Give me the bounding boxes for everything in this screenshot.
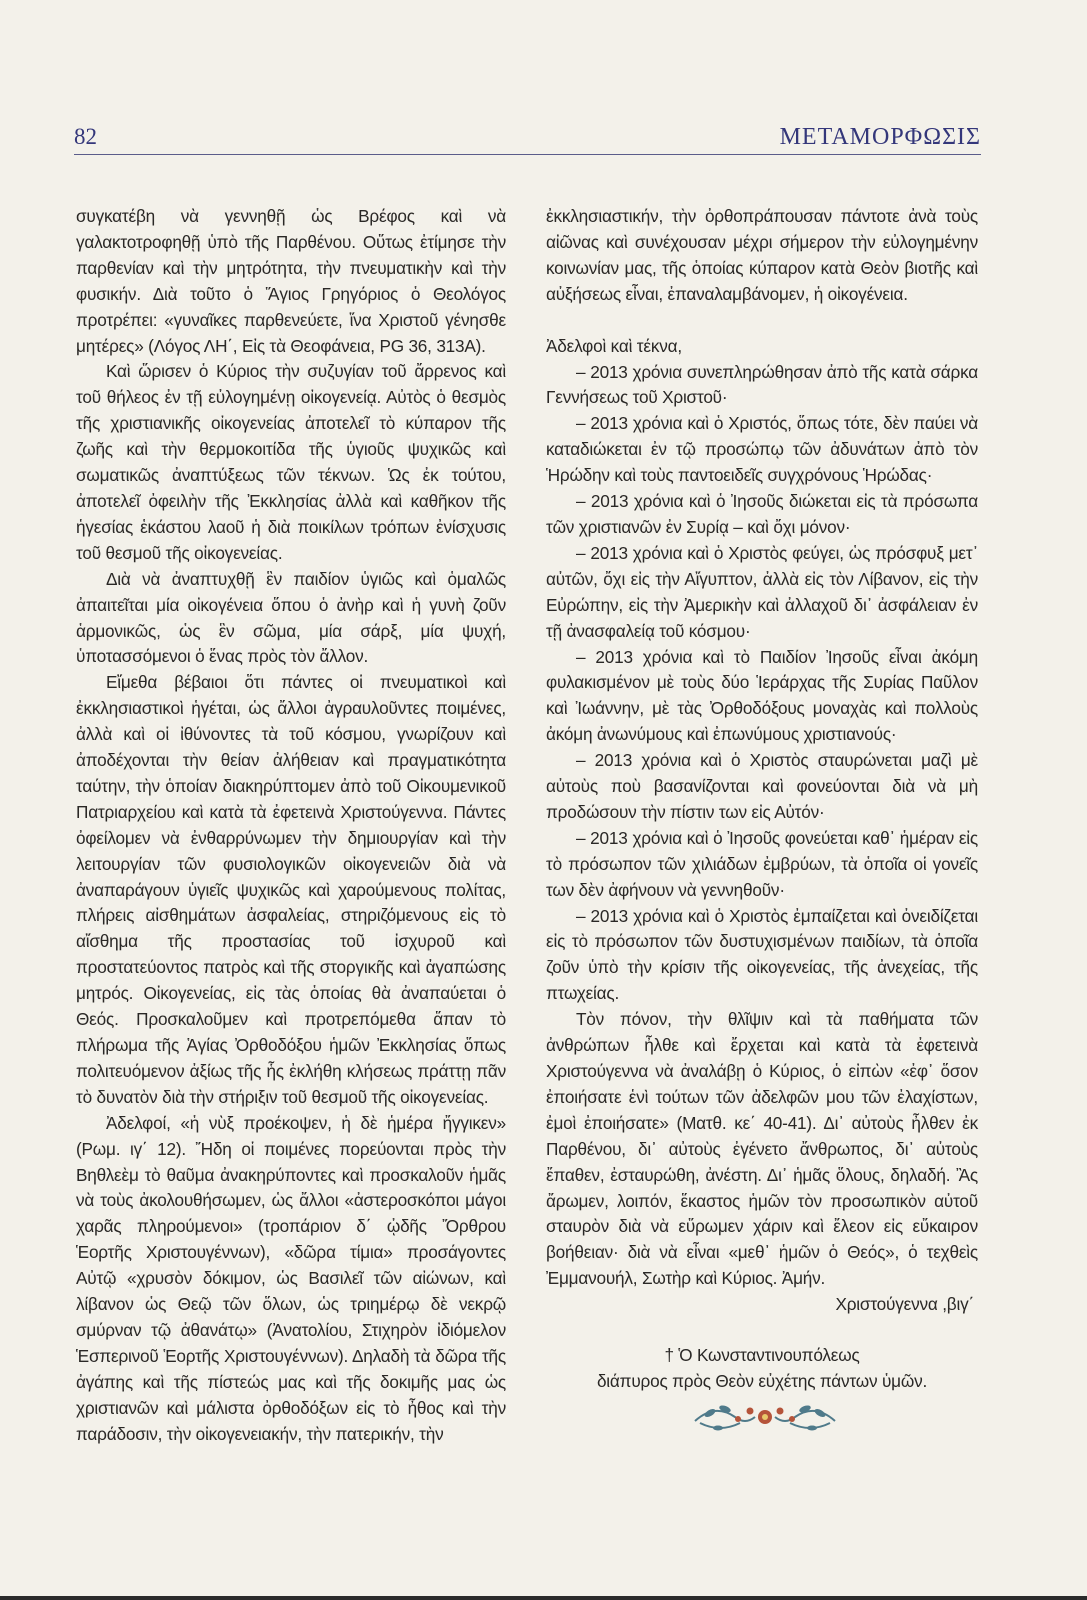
header-rule <box>74 154 981 155</box>
page-number: 82 <box>74 124 97 149</box>
paragraph: Εἴμεθα βέβαιοι ὅτι πάντες οἱ πνευματικοὶ καὶ ἐκκλησιαστικοὶ ἡγέται, ὡς ἄλλοι ἀγραυλοῦντες ποιμένες, ἀλλὰ καὶ οἱ ἰθύνοντες τὰ τοῦ κόσμου, γνωρίζουν καὶ ἀποδέχονται τὴν θείαν ἀλήθειαν καὶ πραγματικότητα ταύτην, τὴν ὁποίαν διακηρύπτομεν ἀπὸ τοῦ Οἰκουμενικοῦ Πατριαρχείου καὶ κατὰ τὰ ἐφετεινὰ Χριστούγεννα. Πάντες ὀφείλομεν νὰ ἐνθαρρύνωμεν τὴν δημιουργίαν καὶ τὴν λειτουργίαν τῶν φυσιολογικῶν οἰκογενειῶν διὰ νὰ ἀναπαράγουν ὑγιεῖς ψυχικῶς καὶ χαρούμενους πολίτας, πλήρεις αἰσθημάτων ἀσφαλείας, στηριζόμενους εἰς τὸ αἴσθημα τῆς προστασίας τοῦ ἰσχυροῦ καὶ προστατεύοντος πατρὸς καὶ τῆς στοργικῆς καὶ ἀγαπώσης μητρός. Οἰκογενείας, εἰς τὰς ὁποίας θὰ ἀναπαύεται ὁ Θεός. Προσκαλοῦμεν καὶ προτρεπόμεθα ἅπαν τὸ πλήρωμα τῆς Ἁγίας Ὀρθοδόξου ἡμῶν Ἐκκλησίας ὅπως πολιτευόμενον ἀξίως τῆς ἧς ἐκλήθη κλήσεως πράττῃ πᾶν τὸ δυνατὸν διὰ τὴν στήριξιν τοῦ θεσμοῦ τῆς οἰκογενείας. <box>76 672 506 1107</box>
closing-date: Χριστούγεννα ,βιγ΄ <box>835 1294 974 1315</box>
list-item: – 2013 χρόνια καὶ τὸ Παιδίον Ἰησοῦς εἶναι ἀκόμη φυλακισμένον μὲ τοὺς δύο Ἱεράρχας τῆς Συρίας Παῦλον καὶ Ἰωάννην, μὲ τὰς Ὀρθοδόξους μοναχὰς καὶ πολλοὺς ἀκόμη ἀνωνύμους καὶ ἐπωνύμους χριστιανούς· <box>546 646 978 745</box>
list-item: – 2013 χρόνια συνεπληρώθησαν ἀπὸ τῆς κατὰ σάρκα Γεννήσεως τοῦ Χριστοῦ· <box>546 361 978 408</box>
running-title: ΜΕΤΑΜΟΡΦΩΣΙΣ <box>779 124 981 150</box>
floral-ornament-icon <box>690 1397 840 1437</box>
list-item: – 2013 χρόνια καὶ ὁ Ἰησοῦς φονεύεται καθ᾽ ἡμέραν εἰς τὸ πρόσωπον τῶν χιλιάδων ἐμβρύων, τὰ ὁποῖα οἱ γονεῖς των δὲν ἀφήνουν νὰ γεννηθοῦν· <box>546 827 978 900</box>
paragraph: Διὰ νὰ ἀναπτυχθῇ ἓν παιδίον ὑγιῶς καὶ ὁμαλῶς ἀπαιτεῖται μία οἰκογένεια ὅπου ὁ ἀνὴρ καὶ ἡ γυνὴ ζοῦν ἁρμονικῶς, ὡς ἓν σῶμα, μία σάρξ, μία ψυχή, ὑποτασσόμενοι ὁ ἕνας πρὸς τὸν ἄλλον. <box>76 568 506 667</box>
signature-block <box>546 1343 978 1395</box>
paragraph: Καὶ ὥρισεν ὁ Κύριος τὴν συζυγίαν τοῦ ἄρρενος καὶ τοῦ θήλεος ἐν τῇ εὐλογημένῃ οἰκογενείᾳ. Αὐτὸς ὁ θεσμὸς τῆς χριστιανικῆς οἰκογενείας ἀποτελεῖ τὸ κύπαρον τῆς ζωῆς καὶ τὴν θερμοκοιτίδα τῆς ὑγιοῦς ψυχικῶς καὶ σωματικῶς ἀναπτύξεως τῶν τέκνων. Ὡς ἐκ τούτου, ἀποτελεῖ ὀφειλὴν τῆς Ἐκκλησίας ἀλλὰ καὶ καθῆκον τῆς ἡγεσίας ἑκάστου λαοῦ ἡ διὰ ποικίλων τρόπων ἐνίσχυσις τοῦ θεσμοῦ τῆς οἰκογενείας. <box>76 361 506 563</box>
list-item: – 2013 χρόνια καὶ ὁ Χριστὸς φεύγει, ὡς πρόσφυξ μετ᾽ αὐτῶν, ὄχι εἰς τὴν Αἴγυπτον, ἀλλὰ εἰς τὸν Λίβανον, εἰς τὴν Εὐρώπην, εἰς τὴν Ἀμερικὴν καὶ ἀλλαχοῦ δι᾽ ἀσφάλειαν ἐν τῇ ἀνασφαλείᾳ τοῦ κόσμου· <box>546 542 978 641</box>
left-column <box>76 204 506 1448</box>
paragraph: Ἀδελφοί, «ἡ νὺξ προέκοψεν, ἡ δὲ ἡμέρα ἤγγικεν» (Ρωμ. ιγ΄ 12). Ἤδη οἱ ποιμένες πορεύονται πρὸς τὴν Βηθλεὲμ τὸ θαῦμα ἀνακηρύποντες καὶ προσκαλοῦν ἡμᾶς νὰ τοὺς ἀκολουθήσωμεν, ὡς ἄλλοι «ἀστεροσκόποι μάγοι χαρᾶς πληρούμενοι» (τροπάριον δ΄ ᾠδῆς Ὄρθρου Ἑορτῆς Χριστουγέννων), «δῶρα τίμια» προσάγοντες Αὐτῷ «χρυσὸν δόκιμον, ὡς Βασιλεῖ τῶν αἰώνων, καὶ λίβανον ὡς Θεῷ τῶν ὅλων, ὡς τριημέρῳ δὲ νεκρῷ σμύρναν τῷ ἀθανάτῳ» (Ἀνατολίου, Στιχηρὸν ἰδιόμελον Ἑσπερινοῦ Ἑορτῆς Χριστουγέννων). Δηλαδὴ τὰ δῶρα τῆς ἀγάπης καὶ τῆς πίστεώς μας καὶ τῆς δοκιμῆς μας ὡς χριστιανῶν καὶ μάλιστα ὀρθοδόξων εἰς τὸ ἦθος καὶ τὴν παράδοσιν, τὴν οἰκογενειακήν, τὴν πατερικήν, τὴν <box>76 1112 506 1444</box>
list-item: – 2013 χρόνια καὶ ὁ Χριστὸς ἐμπαίζεται καὶ ὀνειδίζεται εἰς τὸ πρόσωπον τῶν δυστυχισμένων παιδίων, τὰ ὁποῖα ζοῦν ὑπὸ τὴν κρίσιν τῆς οἰκογενείας, τῆς ἀνεχείας, τῆς πτωχείας. <box>546 905 978 1004</box>
right-column <box>546 204 978 1395</box>
paragraph: ἐκκλησιαστικήν, τὴν ὀρθοπράπουσαν πάντοτε ἀνὰ τοὺς αἰῶνας καὶ συνέχουσαν μέχρι σήμερον τὴν εὐλογημένην κοινωνίαν μας, τῆς ὁποίας κύπαρον κατὰ Θεὸν βιοτῆς καὶ αὐξήσεως εἶναι, ἐπαναλαμβάνομεν, ἡ οἰκογένεια. <box>546 206 978 304</box>
list-item: – 2013 χρόνια καὶ ὁ Ἰησοῦς διώκεται εἰς τὰ πρόσωπα τῶν χριστιανῶν ἐν Συρίᾳ – καὶ ὄχι μόνον· <box>546 491 978 537</box>
salutation: Ἀδελφοὶ καὶ τέκνα, <box>546 335 682 356</box>
signature-line: διάπυρος πρὸς Θεὸν εὐχέτης πάντων ὑμῶν. <box>596 1370 928 1391</box>
list-item: – 2013 χρόνια καὶ ὁ Χριστὸς σταυρώνεται μαζὶ μὲ αὐτοὺς ποὺ βασανίζονται καὶ φονεύονται διὰ νὰ μὴ προδώσουν τὴν πίστιν των εἰς Αὐτόν· <box>546 750 978 822</box>
page-bottom-edge <box>0 1596 1087 1600</box>
paragraph: Τὸν πόνον, τὴν θλῖψιν καὶ τὰ παθήματα τῶν ἀνθρώπων ἦλθε καὶ ἔρχεται καὶ κατὰ τὰ ἐφετεινὰ Χριστούγεννα νὰ ἀναλάβῃ ὁ Κύριος, ὁ εἰπὼν «ἐφ᾽ ὅσον ἐποιήσατε ἑνὶ τούτων τῶν ἀδελφῶν μου τῶν ἐλαχίστων, ἐμοὶ ἐποιήσατε» (Ματθ. κε΄ 40-41). Δι᾽ αὐτοὺς ἦλθεν ἐκ Παρθένου, δι᾽ αὐτοὺς ἐγένετο ἄνθρωπος, δι᾽ αὐτοὺς ἔπαθεν, ἐσταυρώθη, ἀνέστη. Δι᾽ ἡμᾶς ὅλους, δηλαδή. Ἂς ἄρωμεν, λοιπόν, ἕκαστος ἡμῶν τὸν προσωπικὸν αὐτοῦ σταυρὸν διὰ νὰ εὕρωμεν χάριν καὶ ἔλεον εἰς εὔκαιρον βοήθειαν· διὰ νὰ εἶναι «μεθ᾽ ἡμῶν ὁ Θεός», ὁ τεχθεὶς Ἐμμανουήλ, Σωτὴρ καὶ Κύριος. Ἀμήν. <box>546 1009 978 1289</box>
paragraph: συγκατέβη νὰ γεννηθῇ ὡς Βρέφος καὶ νὰ γαλακτοτροφηθῇ ὑπὸ τῆς Παρθένου. Οὕτως ἐτίμησε τὴν παρθενίαν καὶ τὴν μητρότητα, τὴν πνευματικὴν καὶ τὴν φυσικήν. Διὰ τοῦτο ὁ Ἅγιος Γρηγόριος ὁ Θεολόγος προτρέπει: «γυναῖκες παρθενεύετε, ἵνα Χριστοῦ γένησθε μητέρες» (Λόγος ΛΗ΄, Εἰς τὰ Θεοφάνεια, PG 36, 313Α). <box>76 206 506 356</box>
signature-line: † Ὁ Κωνσταντινουπόλεως <box>664 1345 860 1366</box>
list-item: – 2013 χρόνια καὶ ὁ Χριστός, ὅπως τότε, δὲν παύει νὰ καταδιώκεται ἐν τῷ προσώπῳ τῶν ἀδυνάτων ἀπὸ τὸν Ἡρώδην καὶ τοὺς παντοειδεῖς συγχρόνους Ἡρώδας· <box>546 413 978 486</box>
